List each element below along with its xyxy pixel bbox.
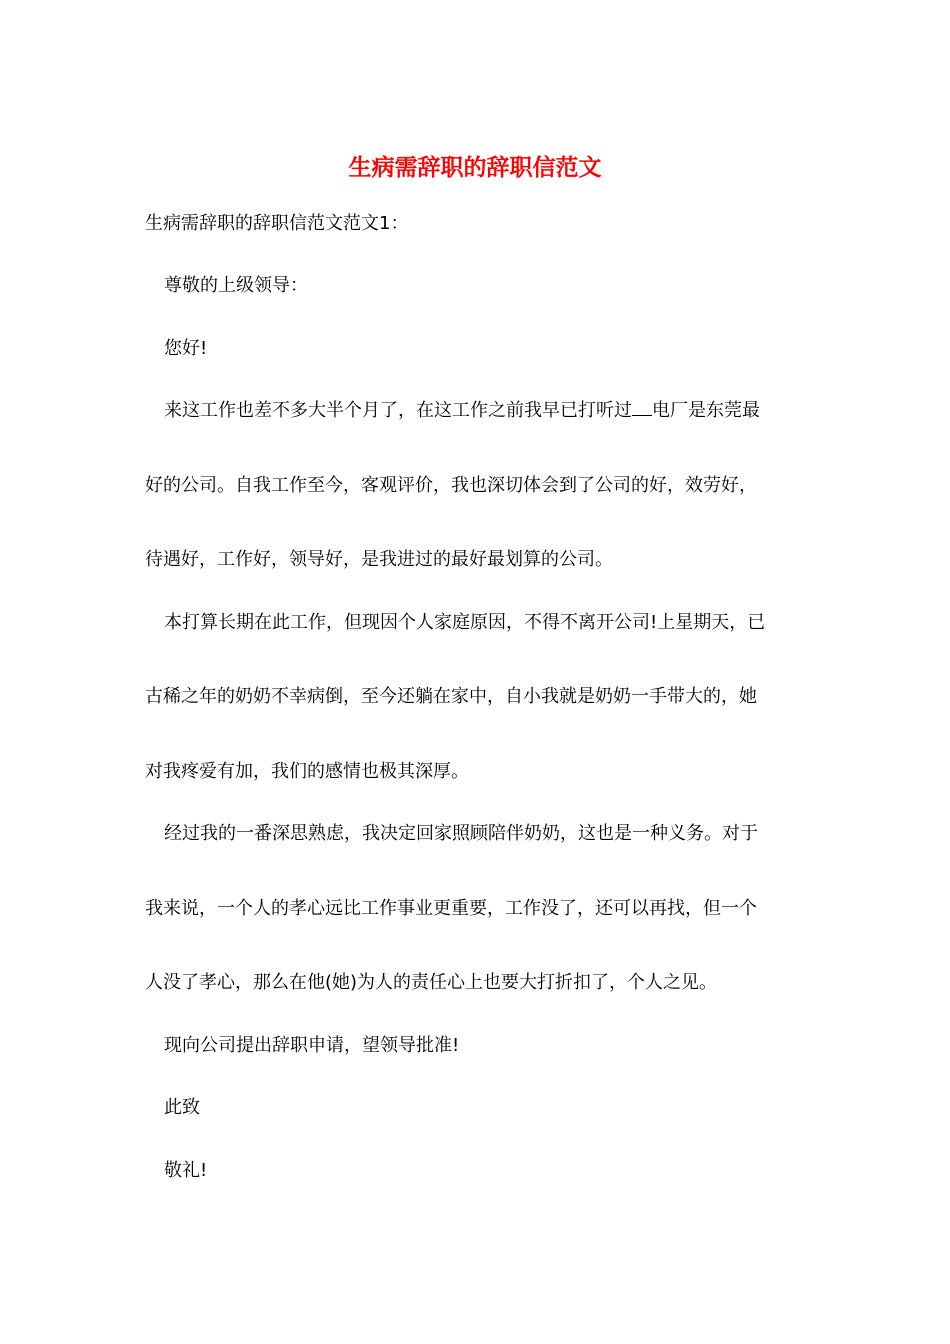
paragraph-3-line-1: 经过我的一番深思熟虑，我决定回家照顾陪伴奶奶，这也是一种义务。对于 [164, 823, 758, 844]
document-title: 生病需辞职的辞职信范文 [348, 154, 602, 181]
paragraph-1-line-3: 待遇好，工作好，领导好，是我进过的最好最划算的公司。 [145, 549, 613, 570]
request-line: 现向公司提出辞职申请，望领导批准! [164, 1035, 460, 1056]
paragraph-3-line-3: 人没了孝心，那么在他(她)为人的责任心上也要大打折扣了，个人之见。 [145, 972, 718, 993]
paragraph-1-line-1 [164, 398, 760, 424]
paragraph-1-line-2: 好的公司。自我工作至今，客观评价，我也深切体会到了公司的好，效劳好， [145, 475, 757, 496]
fill-in-blank [632, 398, 652, 416]
paragraph-3-line-2: 我来说，一个人的孝心远比工作事业更重要，工作没了，还可以再找，但一个 [145, 898, 757, 919]
document-subtitle: 生病需辞职的辞职信范文范文1： [145, 213, 409, 234]
salutation: 尊敬的上级领导： [164, 275, 308, 296]
paragraph-2-line-3: 对我疼爱有加，我们的感情也极其深厚。 [145, 761, 469, 782]
closing-line-2: 敬礼! [164, 1160, 208, 1181]
greeting: 您好! [164, 338, 208, 359]
closing-line-1: 此致 [164, 1097, 200, 1118]
paragraph-2-line-1: 本打算长期在此工作，但现因个人家庭原因，不得不离开公司!上星期天，已 [164, 612, 766, 633]
paragraph-1-line-1-part-a: 来这工作也差不多大半个月了，在这工作之前我早已打听过 [164, 400, 632, 421]
paragraph-1-line-1-part-b: 电厂是东莞最 [652, 400, 760, 421]
paragraph-2-line-2: 古稀之年的奶奶不幸病倒，至今还躺在家中，自小我就是奶奶一手带大的，她 [145, 686, 757, 707]
